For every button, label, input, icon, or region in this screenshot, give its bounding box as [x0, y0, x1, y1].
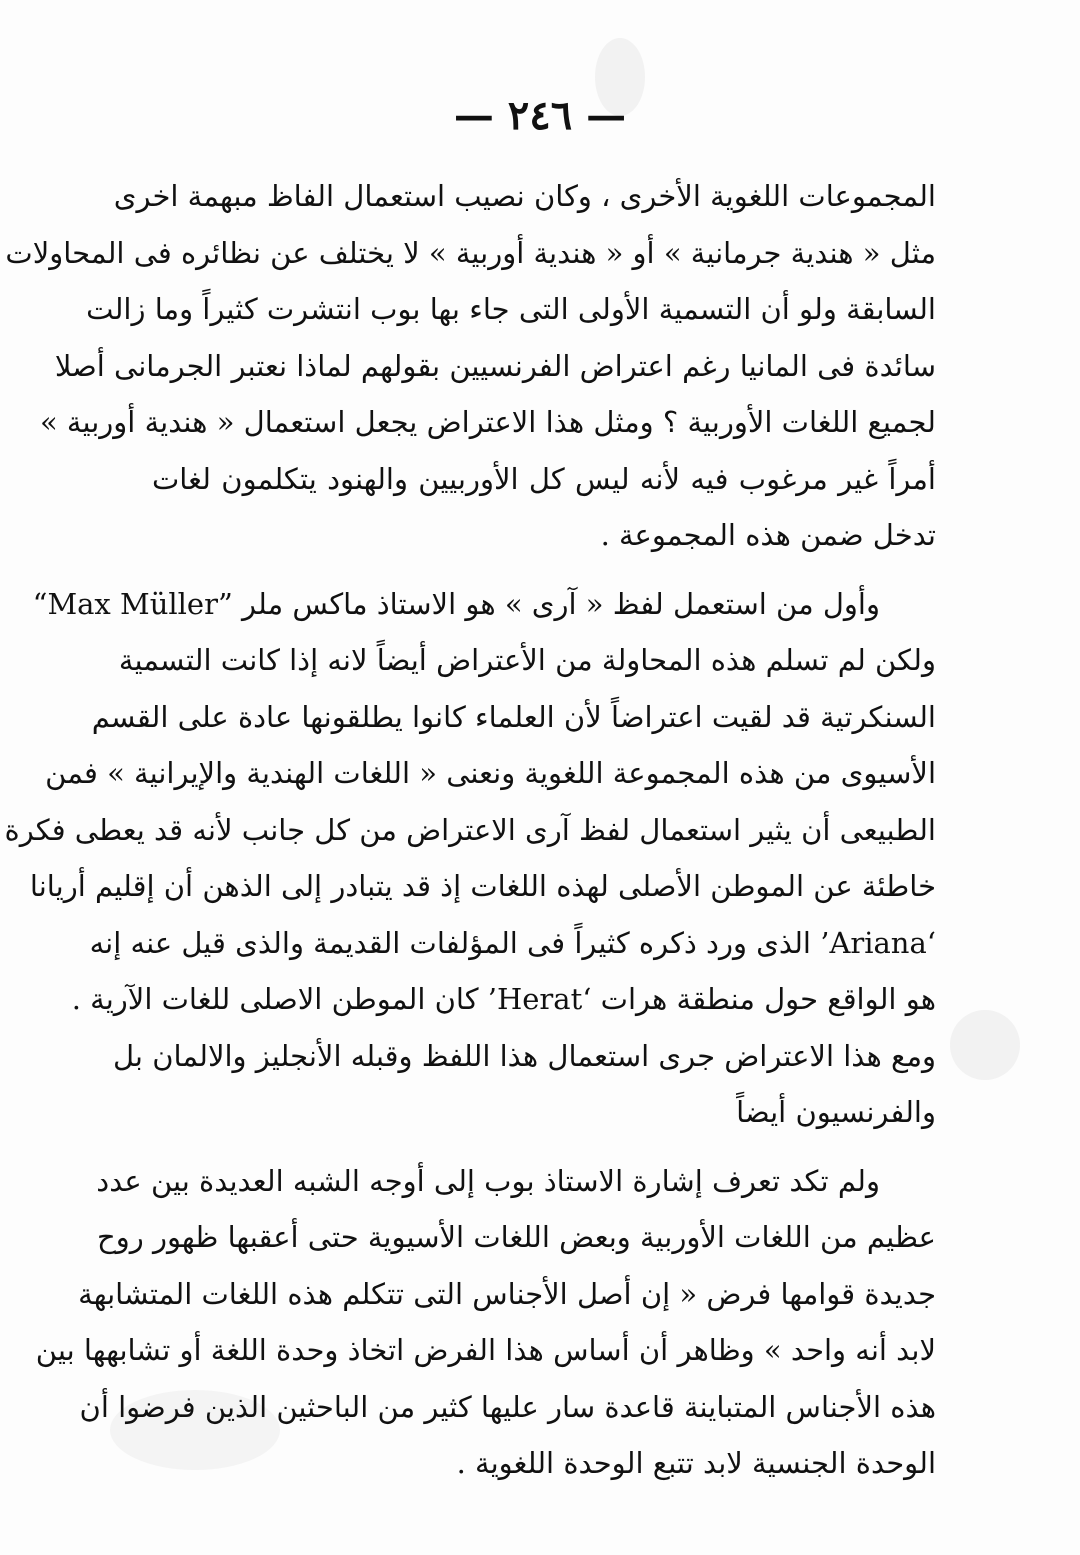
text-line: جديدة قوامها فرض « إن أصل الأجناس التى تتكلم هذه اللغات المتشابهة: [78, 1276, 936, 1311]
text-line: عظيم من اللغات الأوربية وبعض اللغات الأسيوية حتى أعقبها ظهور روح: [97, 1220, 936, 1254]
text-line: ولكن لم تسلم هذه المحاولة من الأعتراض أيضاً لانه إذا كانت التسمية: [118, 643, 936, 677]
text-line: مثل « هندية جرمانية » أو « هندية أوربية » لا يختلف عن نظائره فى المحاولات: [5, 235, 936, 270]
paragraph: [4, 576, 936, 1141]
page-number: — ٢٤٦ —: [453, 92, 627, 139]
text-line: الأسيوى من هذه المجموعة اللغوية ونعنى « اللغات الهندية والإيرانية » فمن: [45, 756, 936, 790]
text-line: تدخل ضمن هذه المجموعة .: [600, 518, 936, 552]
text-line: والفرنسيون أيضاً: [736, 1095, 936, 1129]
text-line: أمراً غير مرغوب فيه لأنه ليس كل الأوربيين والهنود يتكلمون لغات: [152, 461, 936, 496]
text-line: لجميع اللغات الأوربية ؟ ومثل هذا الاعتراض يجعل استعمال « هندية أوربية »: [39, 405, 936, 439]
text-line: ولم تكد تعرف إشارة الاستاذ بوب إلى أوجه الشبه العديدة بين عدد: [96, 1163, 880, 1198]
text-line: هو الواقع حول منطقة هرات ‘Herat’ كان الموطن الاصلى للغات الآرية .: [71, 982, 936, 1016]
text-line: السنكرتية قد لقيت اعتراضاً لأن العلماء كانوا يطلقونها عادة على القسم: [91, 699, 936, 734]
text-line: ومع هذا الاعتراض جرى استعمال هذا اللفظ وقبله الأنجليز والالمان بل: [112, 1038, 936, 1073]
text-line: خاطئة عن الموطن الأصلى لهذه اللغات إذ قد يتبادر إلى الذهن أن إقليم أريانا: [29, 869, 936, 903]
text-body: [4, 168, 936, 1492]
text-line: هذه الأجناس المتباينة قاعدة سار عليها كثير من الباحثين الذين فرضوا أن: [79, 1389, 936, 1424]
paper-smudge: [950, 1010, 1020, 1080]
text-line: الطبيعى أن يثير استعمال لفظ آرى الاعتراض من كل جانب لأنه قد يعطى فكرة: [4, 812, 936, 847]
text-line: السابقة ولو أن التسمية الأولى التى جاء بها بوب انتشرت كثيراً وما زالت: [86, 292, 936, 326]
paragraph: [5, 168, 936, 564]
text-line: لابد أنه واحد » وظاهر أن أساس هذا الفرض اتخاذ وحدة اللغة أو تشابهها بين: [35, 1333, 936, 1367]
text-line: ‘Ariana’ الذى ورد ذكره كثيراً فى المؤلفات القديمة والذى قيل عنه إنه: [89, 925, 936, 960]
paragraph: [35, 1153, 936, 1492]
text-line: وأول من استعمل لفظ « آرى » هو الاستاذ ماكس ملر ”Max Müller“: [32, 586, 880, 621]
text-line: المجموعات اللغوية الأخرى ، وكان نصيب استعمال الفاظ مبهمة اخرى: [113, 179, 936, 213]
text-line: سائدة فى المانيا رغم اعتراض الفرنسيين بقولهم لماذا نعتبر الجرمانى أصلا: [54, 348, 936, 383]
text-line: الوحدة الجنسية لابد تتبع الوحدة اللغوية .: [456, 1446, 936, 1480]
